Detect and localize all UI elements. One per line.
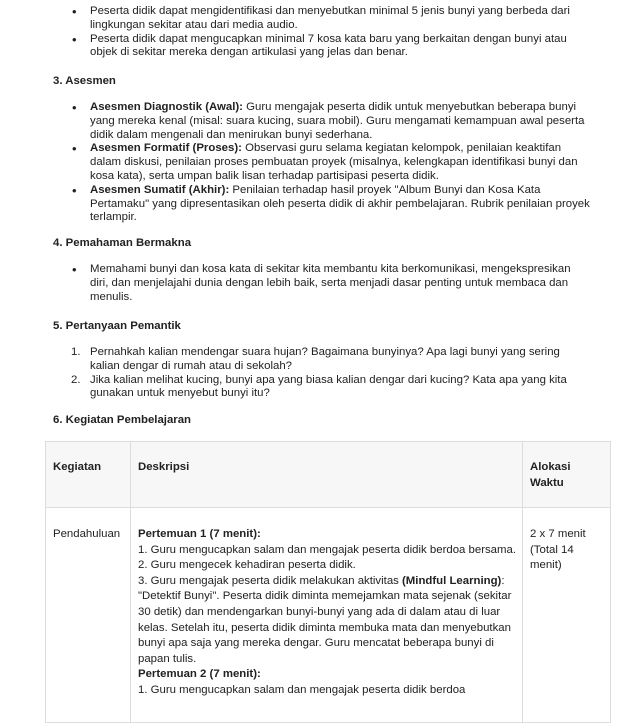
item-label: Asesmen Sumatif (Akhir): bbox=[90, 183, 230, 196]
cell-kegiatan: Pendahuluan bbox=[46, 508, 131, 723]
meeting-1-title: Pertemuan 1 (7 menit): bbox=[138, 528, 261, 540]
list-item: 1. Pernahkah kalian mendengar suara hujan? Bagaimana bunyinya? Apa lagi bunyi yang sering kalian dengar di rumah atau di sekolah? bbox=[71, 346, 560, 372]
activities-table bbox=[45, 441, 611, 723]
table-row bbox=[46, 508, 611, 723]
list-item: • Peserta didik dapat mengidentifikasi dan menyebutkan minimal 5 jenis bunyi yang berbeda dari lingkungan sekitar atau dari media audio. bbox=[72, 4, 570, 31]
table-header-row bbox=[46, 442, 611, 508]
questions-list bbox=[0, 346, 640, 401]
bullet-icon: • bbox=[72, 262, 77, 277]
assessment-list bbox=[0, 101, 640, 225]
bullet-icon: • bbox=[72, 100, 77, 115]
section-heading-pertanyaan: 5. Pertanyaan Pemantik bbox=[53, 320, 181, 332]
header-deskripsi: Deskripsi bbox=[131, 442, 523, 508]
meeting-2-title: Pertemuan 2 (7 menit): bbox=[138, 668, 261, 681]
bullet-icon: • bbox=[72, 4, 77, 19]
section-heading-pemahaman: 4. Pemahaman Bermakna bbox=[53, 237, 192, 249]
bullet-icon: • bbox=[72, 31, 77, 47]
list-item: • Peserta didik dapat mengucapkan minimal 7 kosa kata baru yang berkaitan dengan bunyi atau objek di sekitar mereka dengan artikulasi yang jelas dan benar. bbox=[72, 31, 567, 59]
list-item: • Memahami bunyi dan kosa kata di sekitar kita membantu kita berkomunikasi, mengekspresikan diri, dan menjelajahi dunia dengan lebih baik, serta menjadi dasar penting untuk membaca dan menulis. bbox=[72, 262, 571, 303]
item-label: Asesmen Diagnostik (Awal): bbox=[90, 101, 243, 113]
section-heading-asesmen: 3. Asesmen bbox=[53, 75, 116, 87]
cell-deskripsi: Pertemuan 1 (7 menit): 1. Guru mengucapkan salam dan mengajak peserta didik berdoa bersama. 2. Guru mengecek kehadiran peserta didik. 3. Guru mengajak peserta didik melakukan aktivitas (Mindful Learning): "Detektif Bunyi". Peserta didik diminta memejamkan mata sejenak (sekitar 30 detik) dan mendengarkan bunyi-bunyi yang ada di dalam atau di luar kelas. Setelah itu, peserta didik diminta membuka mata dan menyebutkan bunyi apa saja yang mereka dengar. Guru mencatat beberapa bunyi di papan tulis. Pertemuan 2 (7 menit): 1. Guru mengucapkan salam dan mengajak peserta didik berdoa bbox=[131, 508, 523, 723]
header-kegiatan: Kegiatan bbox=[46, 442, 131, 508]
list-item: • Asesmen Diagnostik (Awal): Guru mengajak peserta didik untuk menyebutkan beberapa bunyi yang mereka kenal (misal: suara kucing, suara mobil). Guru mengamati kemampuan awal peserta didik dalam mengenali dan menirukan bunyi sederhana. bbox=[72, 100, 585, 141]
list-item: • Asesmen Formatif (Proses): Observasi guru selama kegiatan kelompok, penilaian keaktifan dalam diskusi, penilaian proses pembuatan proyek (misalnya, kelengkapan identifikasi bunyi dan kosa kata), serta umpan balik lisan terhadap partisipasi peserta didik. bbox=[72, 141, 578, 182]
objectives-list bbox=[0, 5, 640, 60]
list-item: • Asesmen Sumatif (Akhir): Penilaian terhadap hasil proyek "Album Bunyi dan Kosa Kata Pertamaku" yang dipresentasikan oleh peserta didik di akhir pembelajaran. Rubrik penilaian proyek terlampir. bbox=[72, 182, 590, 224]
section-heading-kegiatan: 6. Kegiatan Pembelajaran bbox=[53, 414, 192, 426]
bullet-icon: • bbox=[72, 141, 77, 157]
list-item: 2. Jika kalian melihat kucing, bunyi apa yang biasa kalian dengar dari kucing? Kata apa yang kita gunakan untuk menyebut bunyi itu? bbox=[71, 373, 567, 400]
header-alokasi: Alokasi Waktu bbox=[523, 442, 611, 508]
understanding-list bbox=[0, 263, 640, 304]
item-label: Asesmen Formatif (Proses): bbox=[90, 142, 242, 155]
cell-alokasi: 2 x 7 menit (Total 14 menit) bbox=[523, 508, 611, 723]
bullet-icon: • bbox=[72, 182, 77, 198]
